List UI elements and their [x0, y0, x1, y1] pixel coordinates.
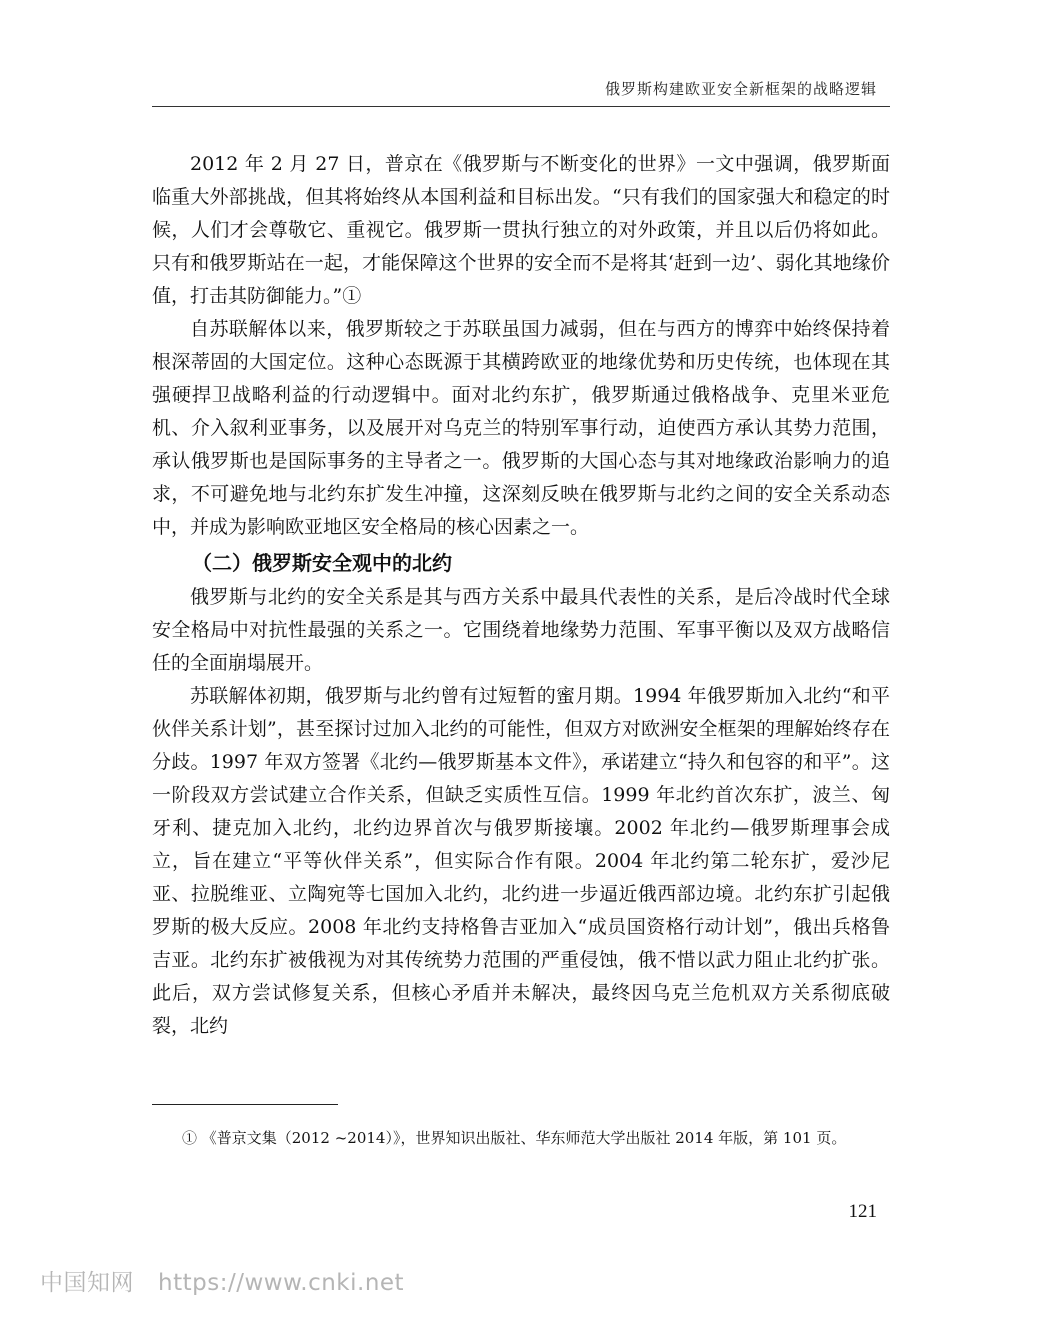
watermark-url: https://www.cnki.net	[158, 1270, 405, 1296]
body-paragraph: 2012 年 2 月 27 日，普京在《俄罗斯与不断变化的世界》一文中强调，俄罗斯面临重大外部挑战，但其将始终从本国利益和目标出发。“只有我们的国家强大和稳定的时候，人们才会尊敬它、重视它。俄罗斯一贯执行独立的对外政策，并且以后仍将如此。只有和俄罗斯站在一起，才能保障这个世界的安全而不是将其‘赶到一边’、弱化其地缘价值，打击其防御能力。”①	[152, 153, 890, 307]
page-number: 121	[848, 1201, 877, 1222]
section-heading: （二）俄罗斯安全观中的北约	[192, 551, 452, 575]
footnote: ① 《普京文集（2012 ~2014）》，世界知识出版社、华东师范大学出版社 2014 年版，第 101 页。	[182, 1129, 847, 1147]
body-paragraph: 俄罗斯与北约的安全关系是其与西方关系中最具代表性的关系，是后冷战时代全球安全格局中对抗性最强的关系之一。它围绕着地缘势力范围、军事平衡以及双方战略信任的全面崩塌展开。	[152, 586, 890, 674]
header-rule	[152, 106, 890, 107]
running-title: 俄罗斯构建欧亚安全新框架的战略逻辑	[604, 80, 877, 98]
article-body	[152, 148, 890, 1043]
footnote-rule	[152, 1104, 338, 1105]
body-paragraph: 苏联解体初期，俄罗斯与北约曾有过短暂的蜜月期。1994 年俄罗斯加入北约“和平伙伴关系计划”，甚至探讨过加入北约的可能性，但双方对欧洲安全框架的理解始终存在分歧。1997 年双方签署《北约—俄罗斯基本文件》，承诺建立“持久和包容的和平”。这一阶段双方尝试建立合作关系，但缺乏实质性互信。1999 年北约首次东扩，波兰、匈牙利、捷克加入北约，北约边界首次与俄罗斯接壤。2002 年北约—俄罗斯理事会成立，旨在建立“平等伙伴关系”，但实际合作有限。2004 年北约第二轮东扩，爱沙尼亚、拉脱维亚、立陶宛等七国加入北约，北约进一步逼近俄西部边境。北约东扩引起俄罗斯的极大反应。2008 年北约支持格鲁吉亚加入“成员国资格行动计划”，俄出兵格鲁吉亚。北约东扩被俄视为对其传统势力范围的严重侵蚀，俄不惜以武力阻止北约扩张。此后，双方尝试修复关系，但核心矛盾并未解决，最终因乌克兰危机双方关系彻底破裂，北约	[152, 685, 890, 1037]
cnki-watermark	[40, 1264, 404, 1297]
watermark-cn: 中国知网	[40, 1270, 134, 1296]
body-paragraph: 自苏联解体以来，俄罗斯较之于苏联虽国力减弱，但在与西方的博弈中始终保持着根深蒂固的大国定位。这种心态既源于其横跨欧亚的地缘优势和历史传统，也体现在其强硬捍卫战略利益的行动逻辑中。面对北约东扩，俄罗斯通过俄格战争、克里米亚危机、介入叙利亚事务，以及展开对乌克兰的特别军事行动，迫使西方承认其势力范围，承认俄罗斯也是国际事务的主导者之一。俄罗斯的大国心态与其对地缘政治影响力的追求，不可避免地与北约东扩发生冲撞，这深刻反映在俄罗斯与北约之间的安全关系动态中，并成为影响欧亚地区安全格局的核心因素之一。	[152, 318, 890, 538]
